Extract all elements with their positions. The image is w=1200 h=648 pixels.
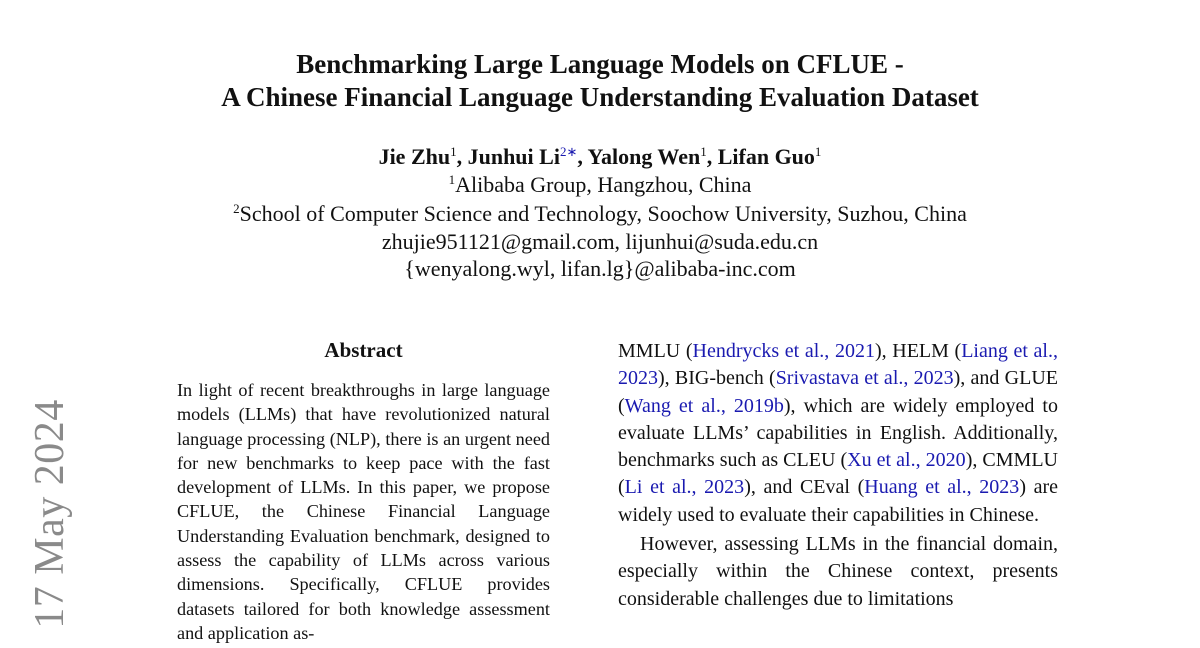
affiliation-2-text: School of Computer Science and Technology, Soochow University, Suzhou, China: [239, 201, 967, 226]
citation-link[interactable]: Srivastava et al., 2023: [775, 367, 954, 390]
affiliation-2: [0, 200, 1200, 228]
body-text: ), which are widely employed to evaluate LLMs’ capabilities in English. Additionally, benchmarks such as CLEU (: [618, 394, 1058, 472]
abstract-body: In light of recent breakthroughs in large language models (LLMs) that have revolutionized natural language processing (NLP), there is an urgent need for new benchmarks to keep pace with the fast development of LLMs. In this paper, we propose CFLUE, the Chinese Financial Language Understanding Evaluation benchmark, designed to assess the capability of LLMs across various dimensions. Specifically, CFLUE provides datasets tailored for both knowledge assessment and application as-: [177, 380, 550, 643]
author-name: Junhui Li: [467, 144, 560, 169]
citation-link[interactable]: Wang et al., 2019b: [624, 394, 784, 417]
right-paragraph-1: [618, 338, 1058, 529]
author-list: [0, 143, 1200, 171]
affiliation-1-marker: 1: [448, 172, 456, 188]
abstract-heading: Abstract: [324, 338, 403, 362]
emails-line-2: {wenyalong.wyl, lifan.lg}@alibaba-inc.com: [404, 256, 796, 281]
author-separator: ,: [456, 144, 468, 169]
author-name: Yalong Wen: [587, 144, 701, 169]
author-affiliation-marker: 1: [700, 144, 707, 160]
author-name: Jie Zhu: [378, 144, 451, 169]
affiliation-1: [0, 171, 1200, 199]
affiliation-1-text: Alibaba Group, Hangzhou, China: [455, 172, 752, 197]
arxiv-date-text: 17 May 2024: [27, 399, 73, 629]
citation-link[interactable]: Huang et al., 2023: [864, 476, 1020, 499]
citation-link[interactable]: Liang et al., 2023: [618, 340, 1058, 390]
author-name: Lifan Guo: [717, 144, 815, 169]
body-text: ), and GLUE (: [618, 367, 1058, 417]
title-line-1: Benchmarking Large Language Models on CFLUE -: [296, 49, 904, 79]
emails-line-1: zhujie951121@gmail.com, lijunhui@suda.edu.cn: [381, 229, 819, 254]
author-separator: ,: [577, 144, 588, 169]
author-affiliation-marker: 1: [450, 144, 457, 160]
paper-title: [0, 48, 1200, 114]
affiliation-2-marker: 2: [233, 201, 240, 217]
citation-link[interactable]: Hendrycks et al., 2021: [692, 340, 875, 362]
author-affiliation-marker[interactable]: 2∗: [559, 144, 578, 160]
right-paragraph-2: However, assessing LLMs in the financial domain, especially within the Chinese context, presents considerable challenges due to limitations: [618, 533, 1058, 610]
body-text: ), BIG-bench (: [658, 367, 776, 390]
citation-link[interactable]: Li et al., 2023: [624, 476, 745, 499]
body-text: MMLU (: [618, 340, 693, 362]
author-affiliation-marker: 1: [814, 144, 822, 160]
body-text: ), CMMLU (: [618, 449, 1058, 499]
citation-link[interactable]: Xu et al., 2020: [847, 449, 966, 472]
body-text: ), HELM (: [874, 340, 962, 362]
title-line-2: A Chinese Financial Language Understanding Evaluation Dataset: [221, 82, 979, 112]
author-separator: ,: [706, 144, 718, 169]
body-text: ), and CEval (: [744, 476, 865, 499]
right-column: [618, 338, 1058, 613]
body-text: ) are widely used to evaluate their capabilities in Chinese.: [618, 476, 1059, 526]
arxiv-date-stamp: [26, 399, 74, 629]
